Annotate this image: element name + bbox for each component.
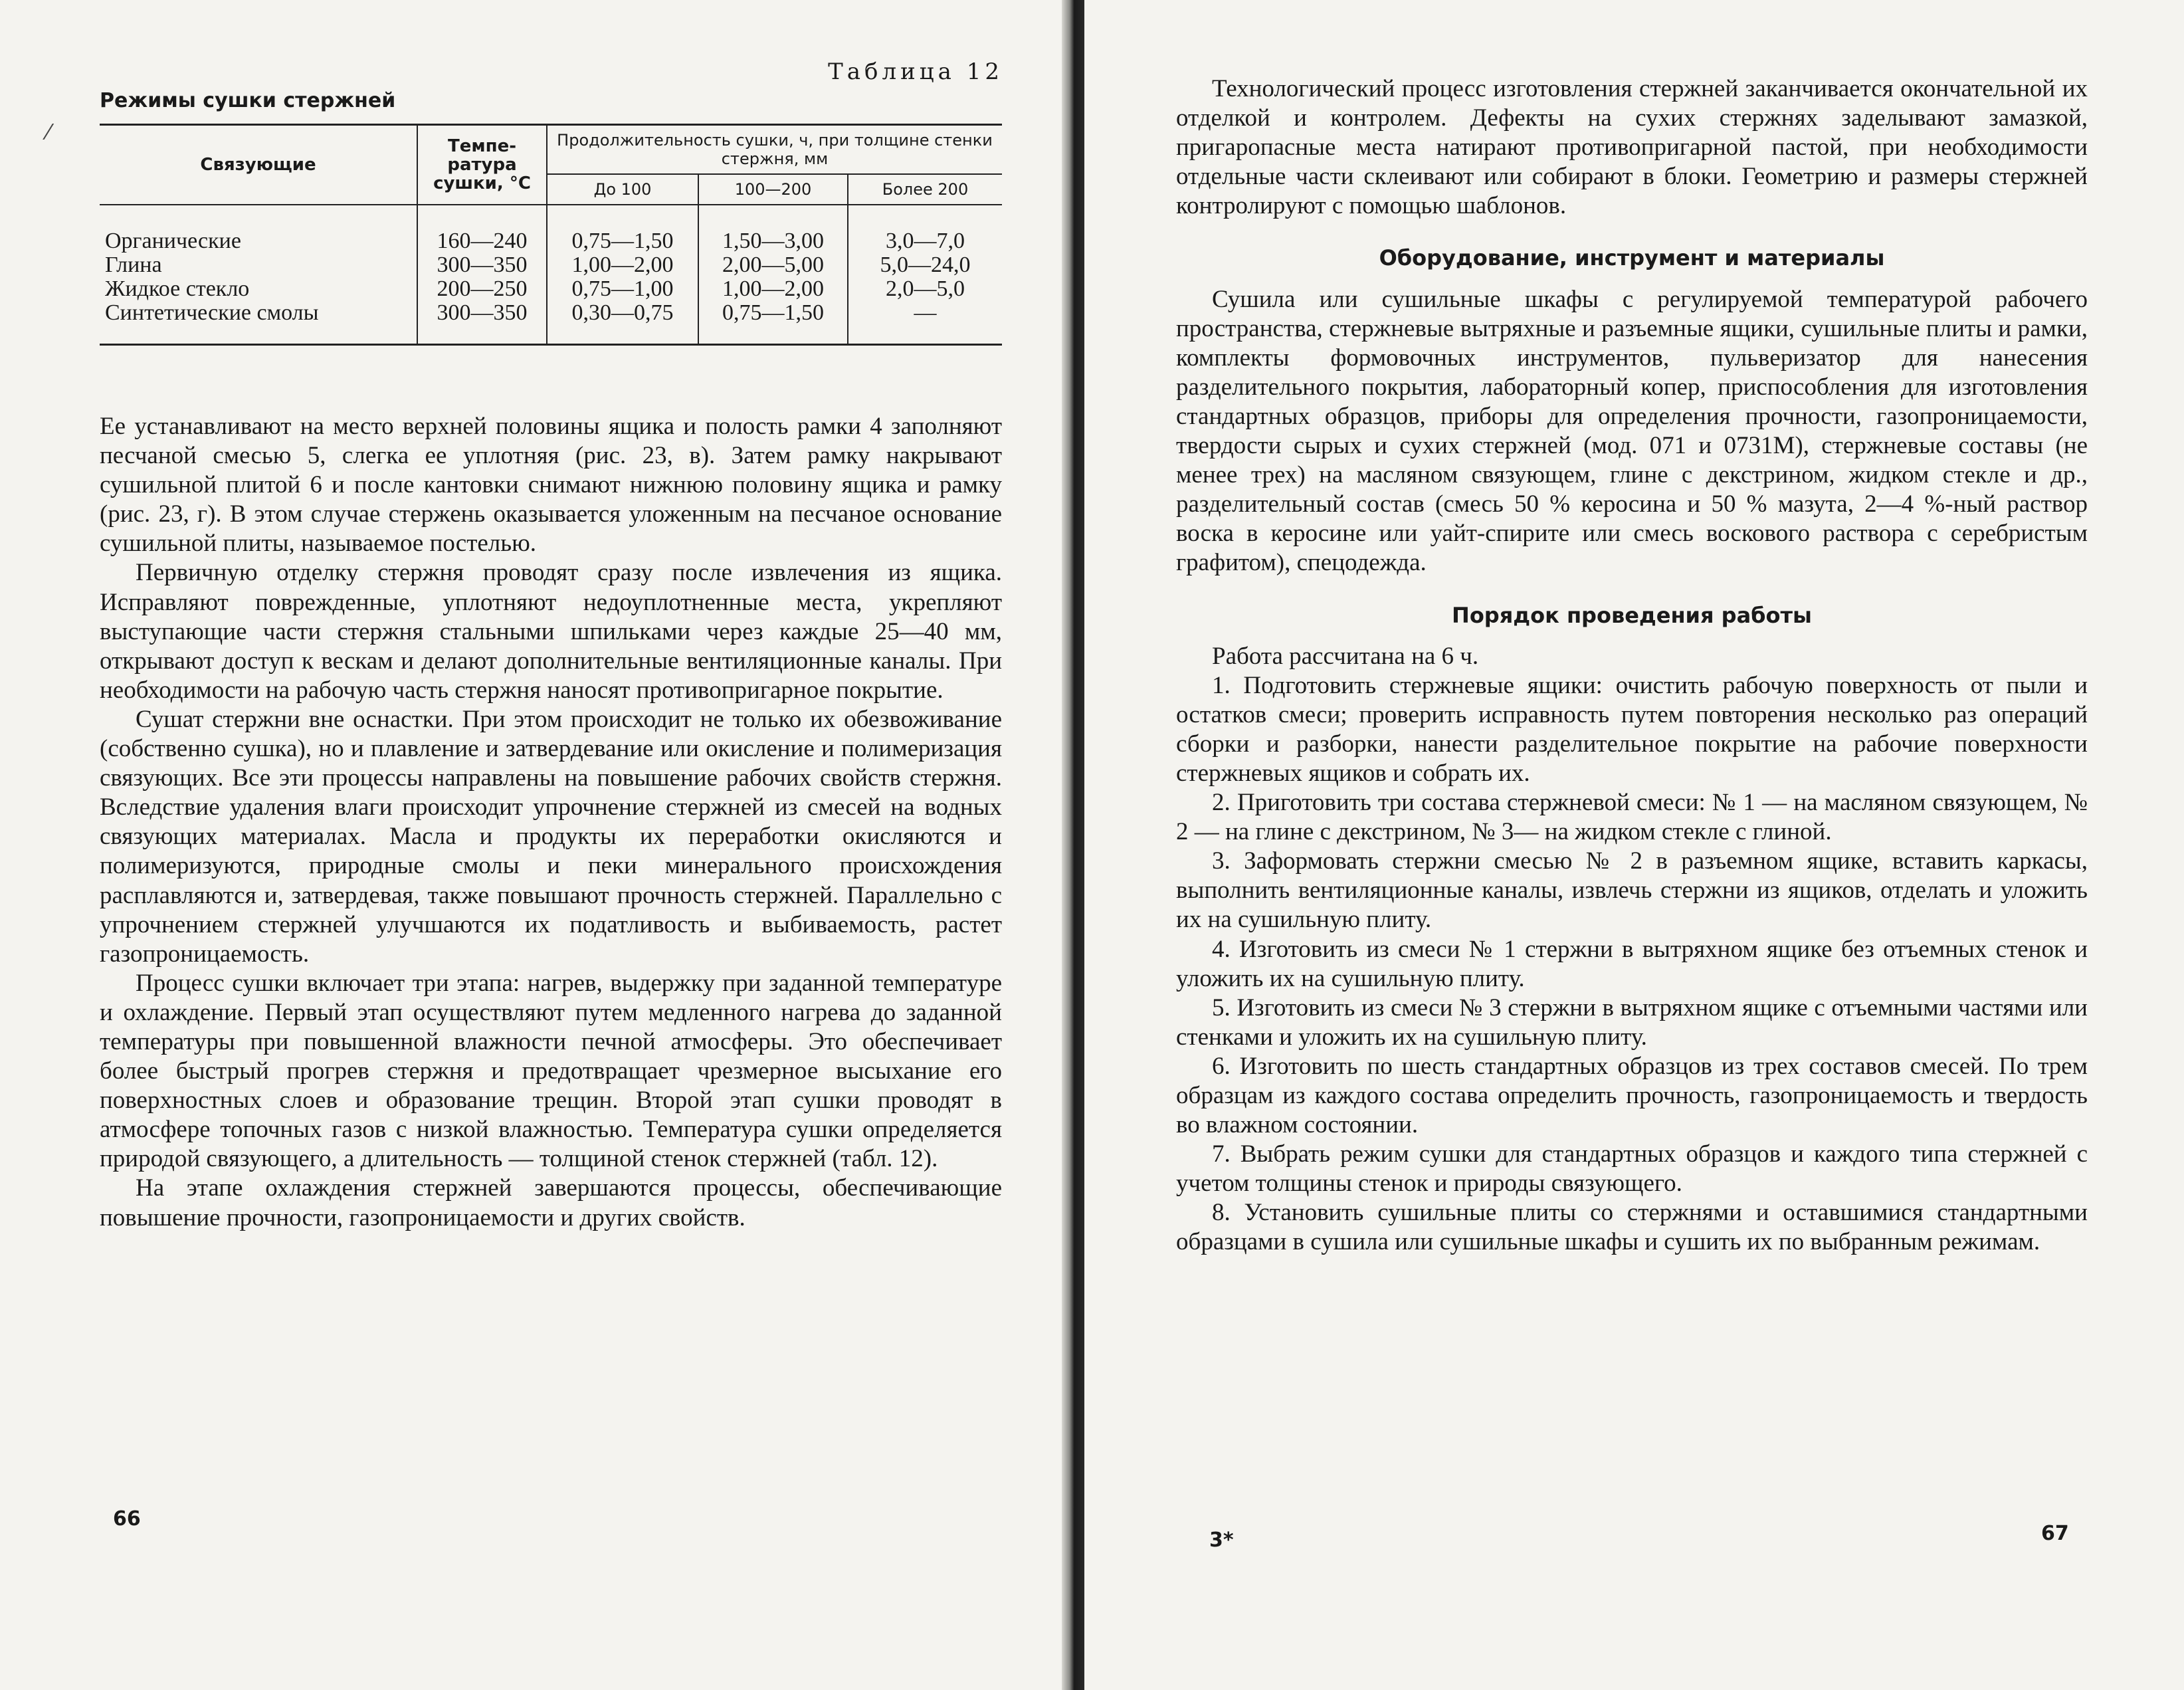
signature-mark: 3* [1209, 1529, 1234, 1552]
subheader-100-200: 100—200 [698, 174, 848, 205]
right-page [1084, 0, 2184, 1690]
table-body-row [100, 205, 1002, 345]
cell-binders: Органические Глина Жидкое стекло Синтетические смолы [105, 229, 319, 325]
left-page [0, 0, 1062, 1690]
paragraph: На этапе охлаждения стержней завершаются процессы, обеспечивающие повышение прочности, газопроницаемости и других свойств. [100, 1174, 1002, 1231]
section-heading-equipment: Оборудование, инструмент и материалы [1379, 245, 1885, 271]
list-item: 7. Выбрать режим сушки для стандартных образцов и каждого типа стержней с учетом толщины стенок и природы связующего. [1176, 1140, 2088, 1198]
list-item: 5. Изготовить из смеси № 3 стержни в вытряхном ящике с отъемными частями или стенками и уложить их на сушильную плиту. [1176, 994, 2088, 1051]
list-item: 8. Установить сушильные плиты со стержнями и оставшимися стандартными образцами в сушила или сушильные шкафы и сушить их по выбранным режимам. [1176, 1199, 2088, 1256]
paragraph: Первичную отделку стержня проводят сразу после извлечения из ящика. Исправляют поврежденные, уплотняют недоуплотненные места, укрепляют выступающие части стержня стальными шпильками через каждые 25—40 мм, открывают доступ к вескам и делают дополнительные вентиляционные каналы. При необходимости на рабочую часть стержня наносят противопригарное покрытие. [100, 559, 1002, 704]
paragraph: Технологический процесс изготовления стержней заканчивается окончательной их отделкой и контролем. Дефекты на сухих стержнях заделывают замазкой, пригаропасные места натирают противопригарной пастой, при необходимости отдельные части склеивают или собирают в блоки. Геометрию и размеры стержней контролируют с помощью шаблонов. [1176, 75, 2088, 220]
section-heading-procedure: Порядок проведения работы [1452, 602, 1812, 628]
book-gutter [1062, 0, 1084, 1690]
subheader-gt200: Более 200 [848, 174, 1002, 205]
paragraph: Сушила или сушильные шкафы с регулируемой температурой рабочего пространства, стержневые вытряхные и разъемные ящики, сушильные плиты и рамки, комплекты формовочных инструментов, пульверизатор для нанесения разделительного покрытия, лабораторный копер, приспособления для изготовления стандартных образцов, приборы для определения прочности, газопроницаемости, твердости сырых и сухих стержней (мод. 071 и 0731М), стержневые составы (не менее трех) на масляном связующем, глине с декстрином, жидком стекле и др., разделительный состав (смесь 50 % керосина и 50 % мазута, 2—4 %-ный раствор воска в керосине или уайт-спирите или смесь воскового раствора с серебристым графитом), спецодежда. [1176, 285, 2088, 577]
table-title: Режимы сушки стержней [100, 89, 396, 112]
list-item: 6. Изготовить по шесть стандартных образцов из трех составов смесей. По трем образцам из каждого состава определить прочность, газопроницаемость и твердость во влажном состоянии. [1176, 1052, 2088, 1139]
paragraph: Сушат стержни вне оснастки. При этом происходит не только их обезвоживание (собственно сушка), но и плавление и затвердевание или окисление и полимеризация связующих. Все эти процессы направлены на повышение рабочих свойств стержня. Вследствие удаления влаги происходит упрочнение стержней из смесей на водных связующих материалах. Масла и продукты их переработки окисляются и полимеризуются, природные смолы и пеки минерального происхождения расплавляются и, затвердевая, также повышают прочность стержней. Параллельно с упрочнением стержней улучшаются их податливость и выбиваемость, растет газопроницаемость. [100, 705, 1002, 968]
cell-duration-100-200: 1,50—3,00 2,00—5,00 1,00—2,00 0,75—1,50 [698, 205, 848, 345]
cell-temps: 160—240 300—350 200—250 300—350 [417, 205, 547, 345]
list-item: 4. Изготовить из смеси № 1 стержни в вытряхном ящике без отъемных стенок и уложить их на сушильную плиту. [1176, 935, 2088, 992]
right-text-column [1176, 74, 2088, 1257]
list-item: 2. Приготовить три состава стержневой смеси: № 1 — на масляном связующем, № 2 — на глине с декстрином, № 3— на жидком стекле с глиной. [1176, 789, 2088, 846]
header-temperature: Темпе-ратура сушки, °С [417, 125, 547, 205]
page-number-left: 66 [113, 1507, 141, 1531]
left-text-column [100, 412, 1002, 1233]
list-item: 1. Подготовить стержневые ящики: очистить рабочую поверхность от пыли и остатков смеси; проверить исправность путем повторения несколько раз операций сборки и разборки, нанести разделительное покрытие на рабочие поверхности стержневых ящиков и собрать их. [1176, 671, 2088, 787]
header-duration: Продолжительность сушки, ч, при толщине стенки стержня, мм [547, 125, 1002, 175]
margin-mark: ⁄ [47, 120, 50, 145]
cell-duration-gt200: 3,0—7,0 5,0—24,0 2,0—5,0 — [848, 205, 1002, 345]
page-number-right: 67 [2041, 1522, 2069, 1545]
paragraph: Ее устанавливают на место верхней половины ящика и полость рамки 4 заполняют песчаной смесью 5, слегка ее уплотняя (рис. 23, в). Затем рамку накрывают сушильной плитой 6 и после кантовки снимают нижнюю половину ящика и рамку (рис. 23, г). В этом случае стержень оказывается уложенным на песчаное основание сушильной плиты, называемое постелью. [100, 413, 1002, 558]
table-number: Таблица 12 [828, 58, 1003, 85]
drying-modes-table [100, 124, 1002, 346]
list-item: 3. Заформовать стержни смесью № 2 в разъемном ящике, вставить каркасы, выполнить вентиляционные каналы, извлечь стержни из ящиков, отделать и уложить их на сушильную плиту. [1176, 847, 2088, 934]
subheader-lt100: До 100 [547, 174, 698, 205]
paragraph: Работа рассчитана на 6 ч. [1212, 642, 1479, 670]
paragraph: Процесс сушки включает три этапа: нагрев, выдержку при заданной температуре и охлаждение. Первый этап осуществляют путем медленного нагрева до заданной температуры при повышенной влажности печной атмосферы. Это обеспечивает более быстрый прогрев стержня и предотвращает чрезмерное высыхание его поверхностных слоев и образование трещин. Второй этап сушки проводят в атмосфере топочных газов с низкой влажностью. Температура сушки определяется природой связующего, а длительность — толщиной стенок стержней (табл. 12). [100, 969, 1002, 1173]
header-binder: Связующие [100, 125, 417, 205]
cell-duration-lt100: 0,75—1,50 1,00—2,00 0,75—1,00 0,30—0,75 [547, 205, 698, 345]
